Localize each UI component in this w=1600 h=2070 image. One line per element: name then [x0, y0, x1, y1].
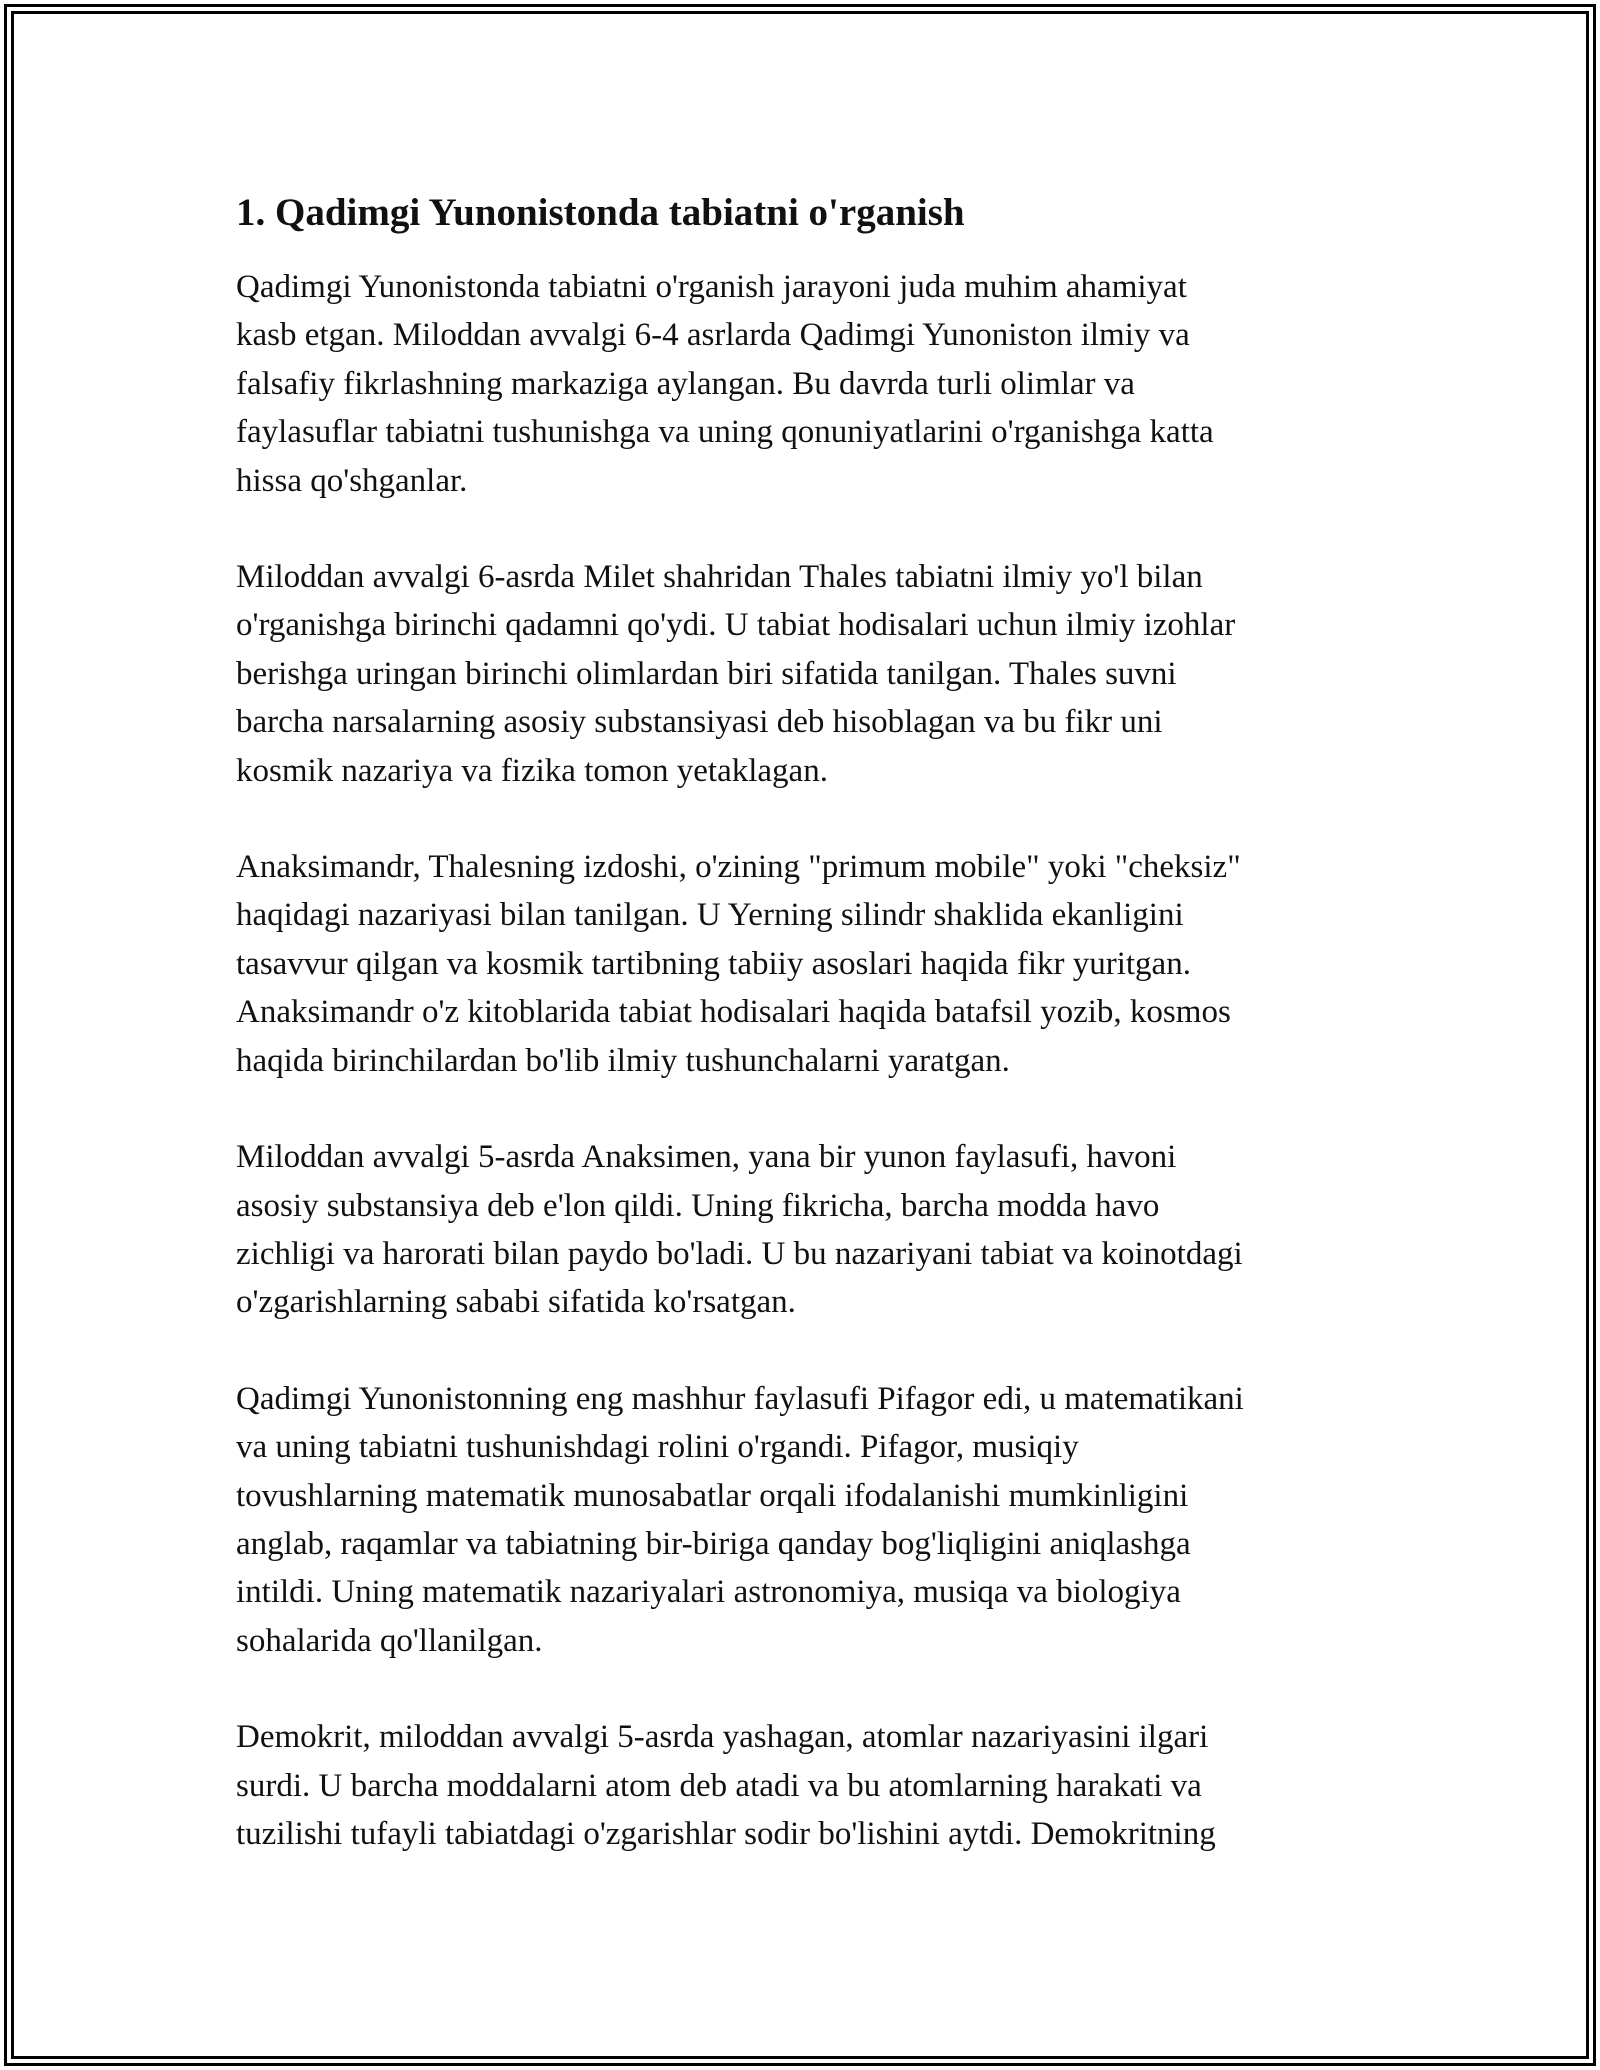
text-line: tovushlarning matematik munosabatlar orqali ifodalanishi mumkinligini: [236, 1477, 1189, 1514]
text-line: faylasuflar tabiatni tushunishga va uning qonuniyatlarini o'rganishga katta: [236, 414, 1214, 451]
text-line: Demokrit, miloddan avvalgi 5-asrda yashagan, atomlar nazariyasini ilgari: [236, 1719, 1209, 1756]
text-line: falsafiy fikrlashning markaziga aylangan. Bu davrda turli olimlar va: [236, 365, 1135, 402]
paragraph: [236, 1133, 1384, 1327]
text-line: hissa qo'shganlar.: [236, 462, 468, 499]
document-body: [236, 185, 1384, 1906]
text-line: surdi. U barcha moddalarni atom deb atadi va bu atomlarning harakati va: [236, 1767, 1202, 1804]
text-line: tuzilishi tufayli tabiatdagi o'zgarishlar sodir bo'lishini aytdi. Demokritning: [236, 1815, 1216, 1852]
text-line: anglab, raqamlar va tabiatning bir-biriga qanday bog'liqligini aniqlashga: [236, 1525, 1191, 1562]
text-line: zichligi va harorati bilan paydo bo'ladi. U bu nazariyani tabiat va koinotdagi: [236, 1235, 1243, 1272]
text-line: barcha narsalarning asosiy substansiyasi deb hisoblagan va bu fikr uni: [236, 704, 1163, 741]
text-line: haqida birinchilardan bo'lib ilmiy tushunchalarni yaratgan.: [236, 1042, 1010, 1079]
text-line: asosiy substansiya deb e'lon qildi. Uning fikricha, barcha modda havo: [236, 1187, 1160, 1224]
paragraph-list: [236, 263, 1384, 1858]
text-line: Anaksimandr o'z kitoblarida tabiat hodisalari haqida batafsil yozib, kosmos: [236, 994, 1231, 1031]
text-line: o'zgarishlarning sababi sifatida ko'rsatgan.: [236, 1284, 796, 1321]
paragraph: [236, 553, 1384, 795]
text-line: Qadimgi Yunonistonda tabiatni o'rganish jarayoni juda muhim ahamiyat: [236, 269, 1187, 305]
text-line: berishga uringan birinchi olimlardan biri sifatida tanilgan. Thales suvni: [236, 655, 1177, 692]
text-line: Qadimgi Yunonistonning eng mashhur faylasufi Pifagor edi, u matematikani: [236, 1380, 1244, 1417]
text-line: Miloddan avvalgi 6-asrda Milet shahridan Thales tabiatni ilmiy yo'l bilan: [236, 559, 1203, 596]
text-line: o'rganishga birinchi qadamni qo'ydi. U tabiat hodisalari uchun ilmiy izohlar: [236, 607, 1236, 644]
section-heading: 1. Qadimgi Yunonistonda tabiatni o'rganish: [236, 191, 965, 234]
text-line: kasb etgan. Miloddan avvalgi 6-4 asrlarda Qadimgi Yunoniston ilmiy va: [236, 317, 1190, 354]
text-line: va uning tabiatni tushunishdagi rolini o'rgandi. Pifagor, musiqiy: [236, 1429, 1079, 1466]
paragraph: [236, 843, 1384, 1085]
paragraph: [236, 1375, 1384, 1665]
text-line: kosmik nazariya va fizika tomon yetaklagan.: [236, 752, 828, 789]
text-line: tasavvur qilgan va kosmik tartibning tabiiy asoslari haqida fikr yuritgan.: [236, 945, 1191, 982]
paragraph: [236, 263, 1384, 505]
text-line: intildi. Uning matematik nazariyalari astronomiya, musiqa va biologiya: [236, 1574, 1181, 1611]
paragraph: [236, 1713, 1384, 1858]
text-line: sohalarida qo'llanilgan.: [236, 1622, 543, 1659]
text-line: Anaksimandr, Thalesning izdoshi, o'zining "primum mobile" yoki "cheksiz": [236, 849, 1241, 886]
text-line: haqidagi nazariyasi bilan tanilgan. U Yerning silindr shaklida ekanligini: [236, 897, 1184, 934]
text-line: Miloddan avvalgi 5-asrda Anaksimen, yana bir yunon faylasufi, havoni: [236, 1139, 1177, 1176]
